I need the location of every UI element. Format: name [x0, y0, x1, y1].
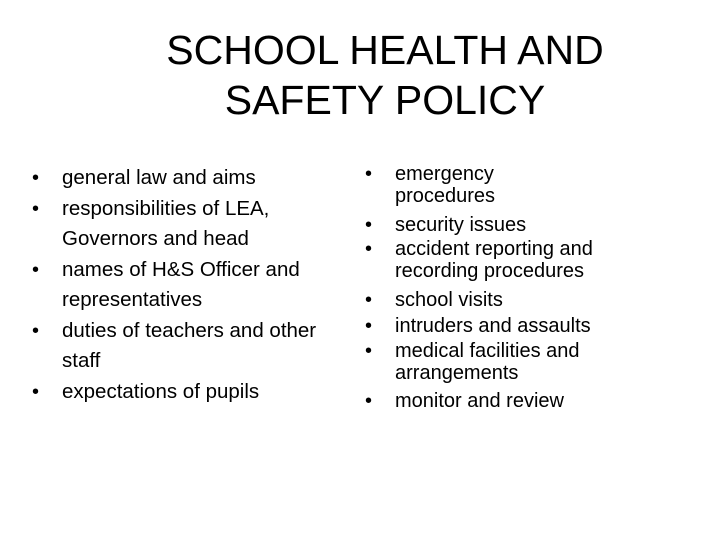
list-item-text: school visits [395, 288, 503, 311]
bullet-icon: • [365, 390, 373, 412]
list-item [363, 163, 693, 207]
bullet-icon: • [32, 380, 40, 403]
bullet-icon: • [365, 288, 373, 311]
list-item-text: names of H&S Officer and representatives [62, 257, 300, 311]
list-item-text: emergency procedures [395, 163, 496, 207]
list-item [363, 313, 693, 340]
bullet-icon: • [32, 319, 40, 342]
list-item-text: general law and aims [62, 166, 256, 189]
bullet-icon: • [365, 339, 373, 362]
list-item-text: responsibilities of LEA, Governors and head [62, 196, 270, 250]
list-item [30, 194, 360, 255]
bullet-icon: • [365, 315, 373, 337]
bullet-icon: • [365, 213, 373, 236]
list-item-text: duties of teachers and other staff [62, 318, 317, 372]
slide-title [60, 25, 710, 125]
list-item-text: accident reporting and recording procedures [395, 238, 593, 282]
list-item-text: expectations of pupils [62, 379, 260, 403]
left-bullet-list [30, 163, 360, 407]
list-item [363, 340, 693, 384]
list-item [363, 212, 693, 239]
list-item [30, 255, 360, 316]
bullet-icon: • [365, 163, 373, 185]
list-item [363, 388, 693, 415]
bullet-icon: • [32, 258, 40, 281]
bullet-icon: • [32, 197, 40, 220]
list-item [30, 316, 360, 377]
list-item [363, 238, 693, 282]
list-item-text: intruders and assaults [395, 315, 591, 337]
list-item-text: medical facilities and arrangements [395, 339, 580, 384]
title-line-1: SCHOOL HEALTH AND [166, 27, 604, 73]
right-bullet-list [363, 163, 693, 415]
list-item [30, 163, 360, 194]
list-item [30, 377, 360, 408]
title-line-2: SAFETY POLICY [224, 77, 546, 123]
list-item [363, 287, 693, 314]
bullet-icon: • [32, 167, 40, 189]
list-item-text: monitor and review [395, 390, 564, 412]
bullet-icon: • [365, 238, 373, 260]
list-item-text: security issues [395, 213, 527, 236]
